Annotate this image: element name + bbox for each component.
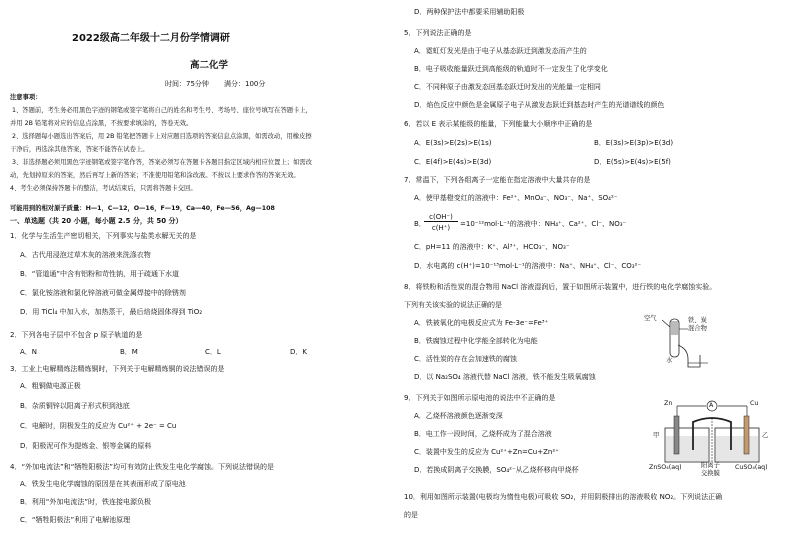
q7-option-c: C．pH=11 的溶液中：K⁺、Al³⁺、HCO₃⁻、NO₃⁻: [414, 243, 570, 251]
q8-label-mix-2: 混合物: [688, 325, 707, 332]
q5-option-d: D．焰色反应中颜色是金属原子电子从激发态跃迁到基态时产生的光谱谱线的颜色: [414, 101, 665, 109]
q2-option-c: C．L: [205, 348, 221, 356]
q1-option-a: A．古代用浸泡过草木灰的溶液来洗涤衣物: [20, 251, 151, 259]
q5-option-b: B．电子吸收能量跃迁到高能级的轨道时不一定发生了化学变化: [414, 65, 608, 73]
q1-option-d: D．用 TiCl₄ 中加入水，加热蒸干，最后焙烧固体得到 TiO₂: [20, 308, 203, 316]
q2-option-b: B．M: [120, 348, 138, 356]
q9-label-jia: 甲: [653, 432, 660, 439]
q9-label-zn: Zn: [664, 400, 673, 407]
section-1-heading: 一、单选题（共 20 小题，每小题 2.5 分，共 50 分）: [10, 217, 183, 225]
q7-option-b: =10⁻¹²mol·L⁻¹的溶液中：NH₄⁺、Ca²⁺、Cl⁻、NO₃⁻: [460, 220, 627, 228]
q6-option-b: B．E(3s)>E(3p)>E(3d): [594, 139, 674, 147]
q9-option-d: D．若换成阴离子交换膜，SO₄²⁻从乙烧杯移向甲烧杯: [414, 466, 579, 474]
note-2b: 干净后，再选涂其他答案，答案不能答在试卷上。: [10, 146, 149, 153]
q9-label-yi: 乙: [762, 432, 769, 439]
q7-fraction-numerator: c(OH⁻): [424, 213, 458, 222]
q2-option-a: A．N: [20, 348, 38, 356]
q3-option-b: B．杂质铜锌以阳离子形式积到池底: [20, 402, 130, 410]
q9-option-a: A．乙烧杯溶液颜色逐渐变深: [414, 412, 503, 420]
exam-subtitle: 高二化学: [190, 60, 229, 71]
q1-stem: 1．化学与生活生产密切相关，下列事实与盐类水解无关的是: [10, 232, 197, 240]
q9-label-cu: Cu: [750, 400, 759, 407]
q7-stem: 7．常温下，下列各组离子一定能在指定溶液中大量共存的是: [404, 176, 591, 184]
q3-option-d: D．阳极泥可作为提炼金、银等金属的原料: [20, 442, 152, 450]
q8-label-mix-1: 铁、炭: [688, 317, 707, 324]
q9-label-ammeter: A: [709, 402, 714, 409]
q8-option-c: C．活性炭的存在会加速铁的腐蚀: [414, 355, 517, 363]
q8-option-a: A．铁被氧化的电极反应式为 Fe-3e⁻=Fe³⁺: [414, 319, 549, 327]
notes-heading: 注意事项：: [10, 94, 42, 101]
q8-stem-2: 下列有关该实验的说法正确的是: [404, 301, 502, 309]
q9-label-membrane-2: 交换膜: [701, 470, 720, 477]
q9-stem: 9．下列关于如图所示原电池的说法中不正确的是: [404, 394, 556, 402]
q7-fraction-denominator: c(H⁺): [431, 224, 451, 232]
note-1a: 1、答题前，考生务必用黑色字迹的钢笔或签字笔将自己的姓名和考生号、考场号、座位号填写在答题卡上，: [12, 107, 312, 114]
q3-option-c: C．电解时，阴极发生的反应为 Cu²⁺ + 2e⁻ = Cu: [20, 422, 177, 430]
q1-option-b: B．“管道通”中含有铝粉和苛性钠，用于疏通下水道: [20, 270, 180, 278]
q4-option-c: C．“牺牲阳极法”利用了电解池原理: [20, 516, 131, 524]
q8-option-d: D．以 Na₂SO₄ 溶液代替 NaCl 溶液，铁不能发生吸氧腐蚀: [414, 373, 596, 381]
q4-stem: 4．“外加电流法”和“牺牲阳极法”均可有效防止铁发生电化学腐蚀。下列说法错误的是: [10, 463, 274, 471]
q9-cell-figure: [649, 400, 777, 478]
note-1b: 并用 2B 铅笔将对应的信息点涂黑，不按要求填涂的，答卷无效。: [10, 120, 193, 127]
q8-option-b: B．铁腐蚀过程中化学能全部转化为电能: [414, 337, 538, 345]
q10-stem: 10．利用如图所示装置(电极均为惰性电极)可吸收 SO₂，并用阴极排出的溶液吸收 NO₂。下列说法正确: [404, 493, 723, 501]
q4-option-d: D．两种保护法中都要采用辅助阳极: [414, 8, 525, 16]
q4-option-a: A．铁发生电化学腐蚀的原因是在其表面形成了原电池: [20, 480, 186, 488]
note-4: 4、考生必须保持答题卡的整洁，考试结束后，只需将答题卡交回。: [10, 185, 197, 192]
q8-apparatus-figure: [644, 315, 714, 375]
exam-title: 2022级高二年级十二月份学情调研: [72, 33, 230, 44]
q7-option-d: D．水电离的 c(H⁺)=10⁻¹³mol·L⁻¹的溶液中：Na⁺、NH₄⁺、Cl⁻、CO₃²⁻: [414, 262, 642, 270]
exam-score: 满分：100分: [224, 80, 266, 88]
q3-option-a: A．粗铜做电源正极: [20, 382, 81, 390]
q9-label-znso4: ZnSO₄(aq): [649, 464, 682, 471]
q7-option-a: A．使甲基橙变红的溶液中：Fe²⁺、MnO₄⁻、NO₃⁻、Na⁺、SO₄²⁻: [414, 194, 618, 202]
exam-time: 时间：75分钟: [165, 80, 209, 88]
q5-stem: 5．下列说法正确的是: [404, 29, 472, 37]
q5-option-c: C．不同种原子由激发态回基态跃迁时发出的光能量一定相同: [414, 83, 601, 91]
q6-option-a: A．E(3s)>E(2s)>E(1s): [414, 139, 492, 147]
note-3a: 3、非选择题必须用黑色字迹钢笔或签字笔作答，答案必须写在答题卡各题目指定区域内相应位置上；如需改: [12, 159, 312, 166]
q3-stem: 3．工业上电解精炼法精炼铜时，下列关于电解精炼铜的说法错误的是: [10, 365, 225, 373]
q9-option-b: B．电工作一段时间，乙烧杯成为了混合溶液: [414, 430, 552, 438]
q7-option-b-lead: B．: [414, 220, 426, 228]
q8-label-air: 空气: [644, 315, 657, 322]
q6-stem: 6．若以 E 表示某能级的能量，下列能量大小顺序中正确的是: [404, 120, 593, 128]
q2-option-d: D．K: [290, 348, 307, 356]
q1-option-c: C．氯化铵溶液和氯化锌溶液可做金属焊接中的除锈剂: [20, 289, 186, 297]
q6-option-c: C．E(4f)>E(4s)>E(3d): [414, 158, 492, 166]
q9-option-c: C．装置中发生的反应为 Cu²⁺+Zn=Cu+Zn²⁺: [414, 448, 559, 456]
q6-option-d: D．E(5s)>E(4s)>E(5f): [594, 158, 671, 166]
atomic-masses: 可能用到的相对原子质量：H—1，C—12，O—16，F—19，Ca—40，Fe—56，Ag—108: [10, 205, 275, 212]
q9-label-membrane-1: 阳离子: [701, 462, 720, 469]
q8-stem: 8．将铁粉和活性炭的混合物用 NaCl 溶液湿润后，置于如图所示装置中，进行铁的电化学腐蚀实验。: [404, 283, 717, 291]
q4-option-b: B．利用“外加电流法”时，铁连接电源负极: [20, 498, 152, 506]
q5-option-a: A．霓虹灯发光是由于电子从基态跃迁到激发态而产生的: [414, 47, 587, 55]
note-3b: 动，先划掉原来的答案，然后再写上新的答案；不准使用铅笔和涂改液。不按以上要求作答的答案无效。: [10, 172, 300, 179]
q10-stem-2: 的是: [404, 511, 418, 519]
q2-stem: 2．下列各电子层中不包含 p 原子轨道的是: [10, 331, 143, 339]
q9-label-cuso4: CuSO₄(aq): [735, 464, 768, 471]
q8-label-water: 水: [666, 357, 673, 364]
note-2a: 2、选择题每小题选出答案后，用 2B 铅笔把答题卡上对应题目选项的答案信息点涂黑，如需改动，用橡皮擦: [12, 133, 312, 140]
